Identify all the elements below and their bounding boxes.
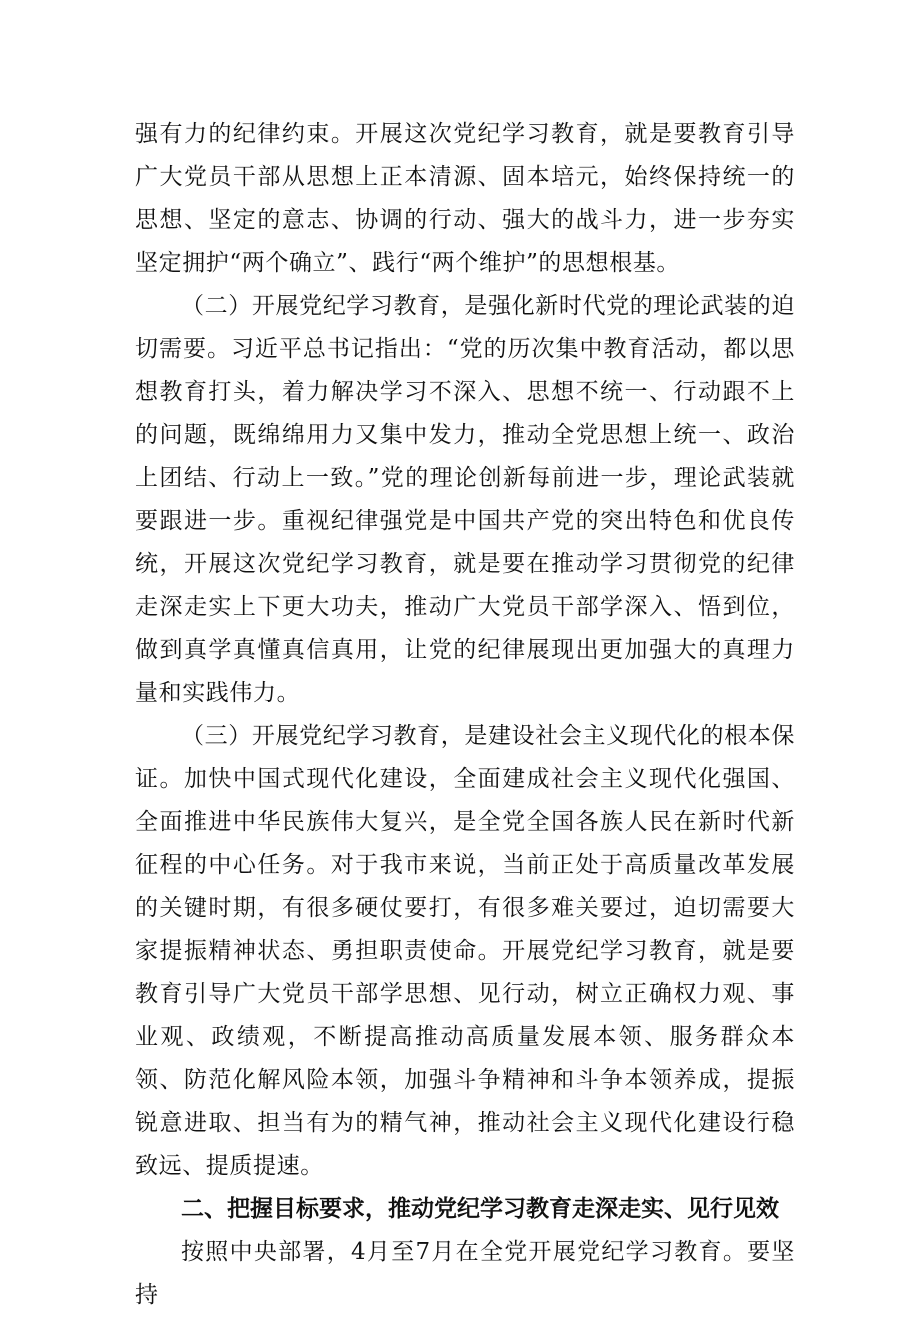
paragraph-modernization-guarantee: （三）开展党纪学习教育，是建设社会主义现代化的根本保证。加快中国式现代化建设，全面建成社会主义现代化强国、全面推进中华民族伟大复兴，是全党全国各族人民在新时代新征程的中心任务。对于我市来说，当前正处于高质量改革发展的关键时期，有很多硬仗要打，有很多难关要过，迫切需要大家提振精神状态、勇担职责使命。开展党纪学习教育，就是要教育引导广大党员干部学思想、见行动，树立正确权力观、事业观、政绩观，不断提高推动高质量发展本领、服务群众本领、防范化解风险本领，加强斗争精神和斗争本领养成，提振锐意进取、担当有为的精气神，推动社会主义现代化建设行稳致远、提质提速。 [135,723,795,1179]
section-heading-two: 二、把握目标要求，推动党纪学习教育走深走实、见行见效 [181,1196,779,1222]
paragraph-theory-armament: （二）开展党纪学习教育，是强化新时代党的理论武装的迫切需要。习近平总书记指出：“党的历次集中教育活动，都以思想教育打头，着力解决学习不深入、思想不统一、行动跟不上的问题，既绵绵用力又集中发力，推动全党思想上统一、政治上团结、行动上一致。”党的理论创新每前进一步，理论武装就要跟进一步。重视纪律强党是中国共产党的突出特色和优良传统，开展这次党纪学习教育，就是要在推动学习贯彻党的纪律走深走实上下更大功夫，推动广大党员干部学深入、悟到位，做到真学真懂真信真用，让党的纪律展现出更加强大的真理力量和实践伟力。 [135,293,795,706]
paragraph-discipline-constraint: 强有力的纪律约束。开展这次党纪学习教育，就是要教育引导广大党员干部从思想上正本清源、固本培元，始终保持统一的思想、坚定的意志、协调的行动、强大的战斗力，进一步夯实坚定拥护“两个确立”、践行“两个维护”的思想根基。 [135,121,795,276]
paragraph-central-deployment: 按照中央部署，4月至7月在全党开展党纪学习教育。要坚持 [135,1239,795,1308]
document-body [135,113,795,1317]
